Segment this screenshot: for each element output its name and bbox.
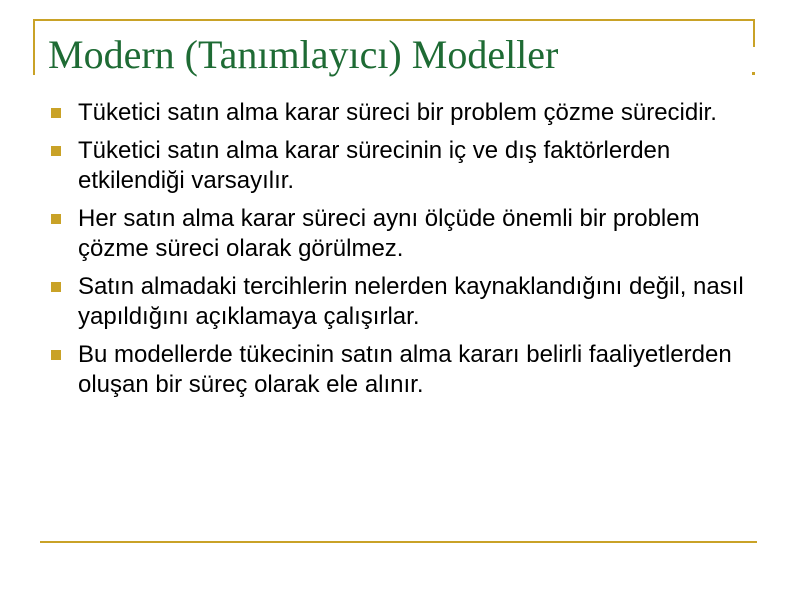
frame-right-line xyxy=(753,19,755,47)
bullet-item xyxy=(50,136,762,196)
square-bullet-icon xyxy=(51,350,61,360)
square-bullet-icon xyxy=(51,214,61,224)
frame-corner-dot xyxy=(752,72,755,75)
bullet-text: Her satın alma karar süreci aynı ölçüde önemli bir problem çözme süreci olarak görülmez. xyxy=(78,205,700,262)
bullet-text: Bu modellerde tükecinin satın alma kararı belirli faaliyetlerden oluşan bir süreç olarak ele alınır. xyxy=(78,341,732,398)
bullet-text: Tüketici satın alma karar sürecinin iç ve dış faktörlerden etkilendiği varsayılır. xyxy=(78,137,671,194)
square-bullet-icon xyxy=(51,282,61,292)
bullet-item xyxy=(50,204,762,264)
frame-left-line xyxy=(33,19,35,75)
frame-top-line xyxy=(33,19,755,21)
square-bullet-icon xyxy=(51,146,61,156)
bullet-item xyxy=(50,340,762,400)
bullet-text: Tüketici satın alma karar süreci bir problem çözme sürecidir. xyxy=(78,99,717,126)
bullet-item xyxy=(50,98,762,128)
frame-bottom-line xyxy=(40,541,757,543)
bullet-item xyxy=(50,272,762,332)
bullet-text: Satın almadaki tercihlerin nelerden kaynaklandığını değil, nasıl yapıldığını açıklamaya çalışırlar. xyxy=(78,273,744,330)
bullet-list xyxy=(50,98,762,408)
slide-title: Modern (Tanımlayıcı) Modeller xyxy=(48,32,559,77)
square-bullet-icon xyxy=(51,108,61,118)
